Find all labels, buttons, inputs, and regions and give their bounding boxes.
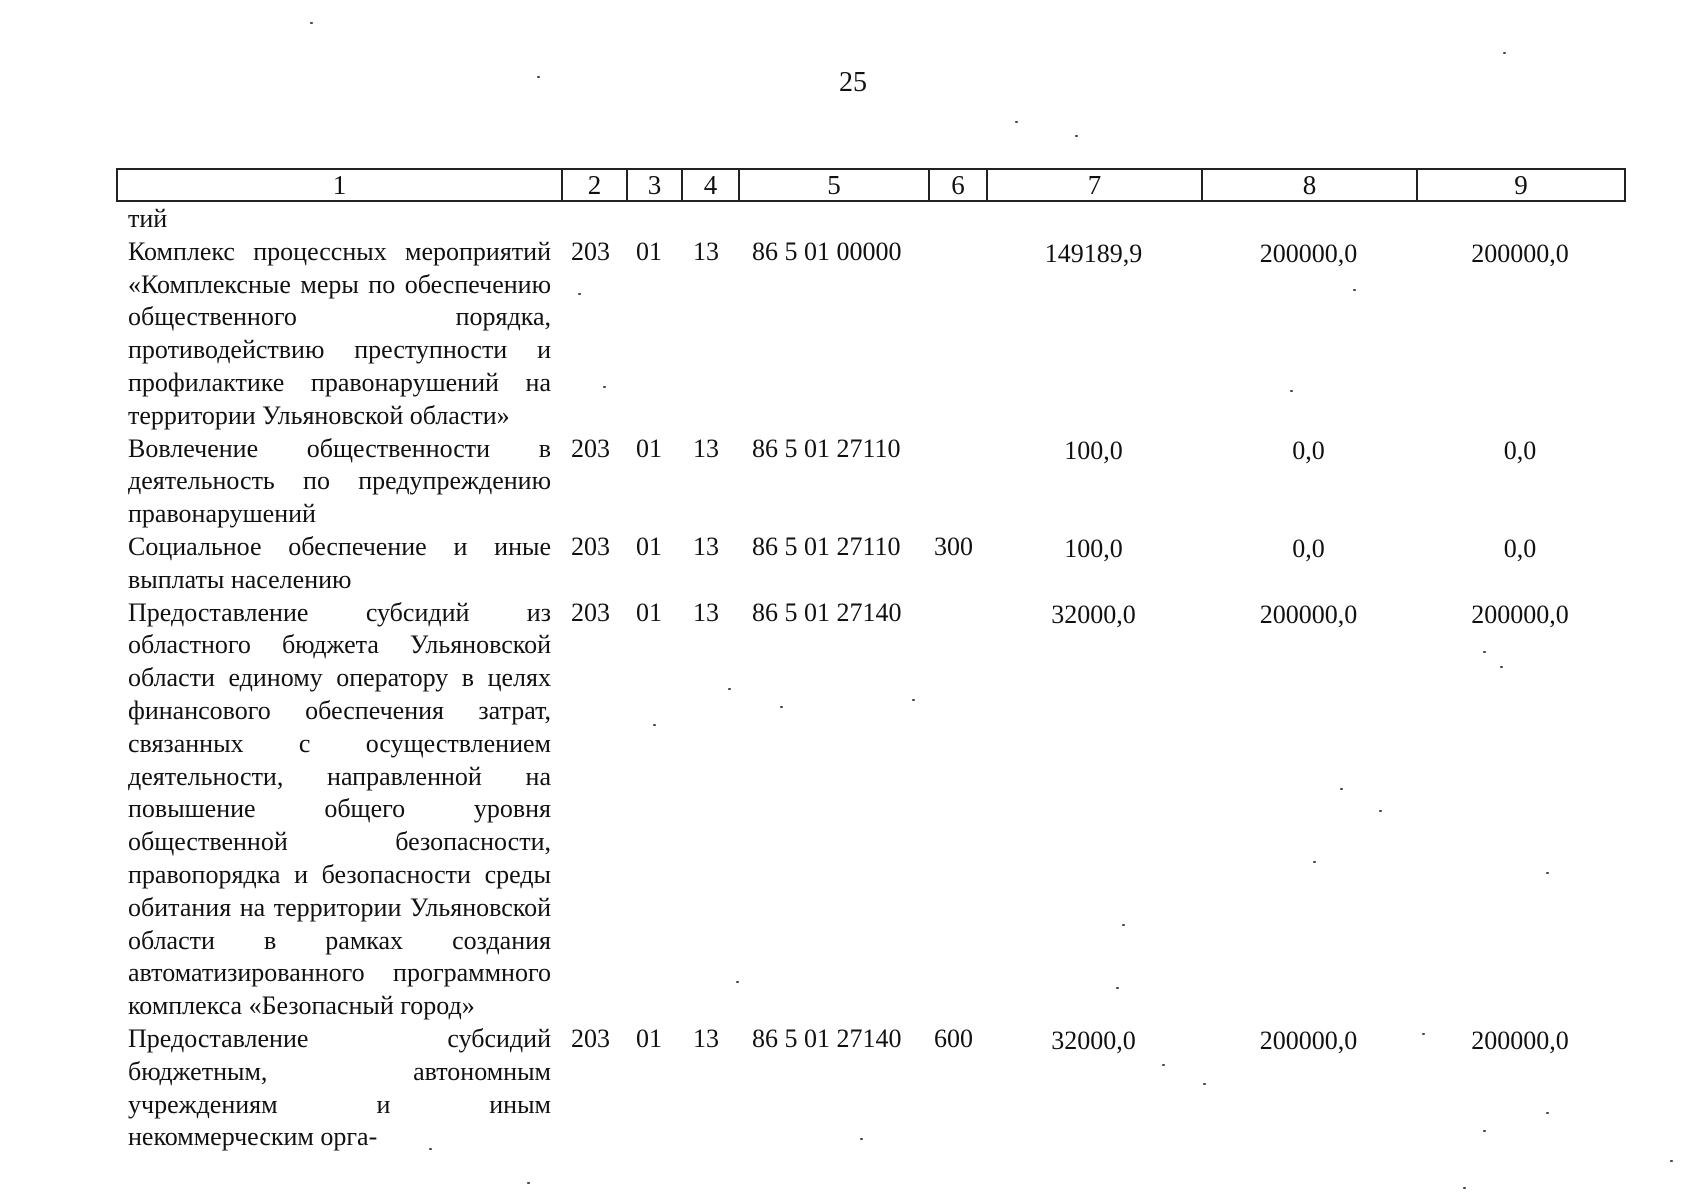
table-row — [116, 597, 1624, 1023]
row-c9: 200000,0 — [1471, 1025, 1569, 1055]
row-name: Социальное обеспечение и иные выплаты населению — [128, 531, 551, 594]
scan-speck — [1379, 810, 1382, 812]
row-name: Предоставление субсидий из областного бюджета Ульяновской области единому оператору в целях финансового обеспечения затрат, связанных с осуществлением деятельности, направленной на повышение общего уровня общественной безопасности, правопорядка и безопасности среды обитания на территории Ульяновской области в рамках создания автоматизированного программного комплекса «Безопасный город» — [128, 597, 551, 1021]
table-row — [116, 1023, 1624, 1154]
scan-speck — [1353, 289, 1356, 291]
column-header-9: 9 — [1417, 169, 1625, 201]
row-c6 — [928, 236, 986, 433]
row-c7: 32000,0 — [1051, 599, 1136, 629]
column-header-7: 7 — [987, 169, 1202, 201]
scan-speck — [1340, 788, 1343, 790]
row-c4: 13 — [693, 1023, 719, 1053]
scan-speck — [1500, 666, 1503, 668]
row-c5: 86 5 01 27110 — [752, 433, 901, 463]
scan-speck — [1483, 1130, 1486, 1132]
row-c8: 0,0 — [1292, 533, 1325, 563]
budget-table — [116, 203, 1624, 1154]
row-c7: 100,0 — [1064, 533, 1123, 563]
row-c2: 203 — [571, 433, 610, 463]
row-c9: 0,0 — [1503, 435, 1537, 465]
scan-speck — [653, 724, 656, 726]
row-name: Комплекс процессных мероприятий «Комплексные меры по обеспечению общественного порядка, противодействию преступности и профилактике правонарушений на территории Ульяновской области» — [128, 236, 551, 430]
scan-speck — [1422, 1033, 1425, 1035]
row-name: Вовлечение общественности в деятельность по предупреждению правонарушений — [128, 433, 551, 529]
row-c6: 300 — [934, 531, 973, 561]
scan-speck — [578, 293, 581, 295]
scan-speck — [1546, 1112, 1549, 1114]
row-c7: 32000,0 — [1051, 1025, 1136, 1055]
row-c2: 203 — [571, 531, 610, 561]
row-c9: 200000,0 — [1471, 599, 1569, 629]
column-header-1: 1 — [117, 169, 562, 201]
column-header-4: 4 — [682, 169, 739, 201]
column-header-2: 2 — [562, 169, 627, 201]
scan-speck — [310, 22, 313, 24]
row-c8: 0,0 — [1292, 435, 1325, 465]
column-header-3: 3 — [627, 169, 682, 201]
table-row-continuation — [116, 203, 1624, 236]
row-c4: 13 — [693, 433, 719, 463]
row-c6 — [928, 597, 986, 1023]
row-c5: 86 5 01 27110 — [752, 531, 901, 561]
scan-speck — [1463, 1187, 1466, 1189]
page-number: 25 — [839, 67, 867, 98]
row-c6: 600 — [934, 1023, 973, 1053]
scan-speck — [1290, 390, 1293, 392]
row-c8: 200000,0 — [1259, 599, 1358, 629]
scan-speck — [429, 1148, 432, 1150]
scan-speck — [780, 706, 783, 708]
scan-speck — [1116, 987, 1119, 989]
column-header-6: 6 — [929, 169, 987, 201]
table-header — [116, 168, 1626, 202]
scan-speck — [1313, 861, 1316, 863]
row-c2: 203 — [571, 597, 610, 627]
scan-speck — [603, 386, 606, 388]
scan-speck — [1075, 135, 1078, 137]
scan-speck — [912, 699, 915, 701]
row-c3: 01 — [636, 236, 662, 266]
row-c9: 200000,0 — [1471, 238, 1569, 268]
row-c4: 13 — [693, 531, 719, 561]
row-name: Предоставление субсидий бюджетным, автономным учреждениям и иным некоммерческим орга- — [128, 1023, 551, 1152]
row-c7: 149189,9 — [1044, 238, 1143, 268]
scan-speck — [1015, 121, 1018, 123]
row-c5: 86 5 01 27140 — [752, 1023, 902, 1053]
row-c9: 0,0 — [1503, 533, 1537, 563]
scan-speck — [527, 1182, 530, 1184]
scan-speck — [1122, 924, 1125, 926]
row-c8: 200000,0 — [1259, 238, 1358, 268]
row-c5: 86 5 01 27140 — [752, 597, 902, 627]
row-c8: 200000,0 — [1259, 1025, 1358, 1055]
scan-speck — [728, 688, 731, 690]
scan-speck — [736, 981, 739, 983]
table-row — [116, 236, 1624, 433]
column-header-8: 8 — [1202, 169, 1417, 201]
scan-speck — [1503, 52, 1506, 54]
row-c3: 01 — [636, 531, 662, 561]
scan-speck — [860, 1138, 863, 1140]
continuation-text: тий — [128, 204, 168, 233]
row-c5: 86 5 01 00000 — [752, 236, 902, 266]
scan-speck — [1203, 1083, 1206, 1085]
row-c7: 100,0 — [1064, 435, 1123, 465]
table-row — [116, 531, 1624, 597]
row-c3: 01 — [636, 433, 662, 463]
row-c3: 01 — [636, 1023, 662, 1053]
row-c4: 13 — [693, 597, 719, 627]
scan-speck — [1483, 651, 1486, 653]
row-c2: 203 — [571, 1023, 610, 1053]
scan-speck — [1670, 1160, 1673, 1162]
scan-speck — [1162, 1064, 1165, 1066]
scan-speck — [1546, 872, 1549, 874]
row-c6 — [928, 433, 986, 531]
row-c3: 01 — [636, 597, 662, 627]
column-header-5: 5 — [739, 169, 929, 201]
row-c4: 13 — [693, 236, 719, 266]
table-row — [116, 433, 1624, 531]
row-c2: 203 — [571, 236, 610, 266]
scan-speck — [537, 76, 540, 78]
